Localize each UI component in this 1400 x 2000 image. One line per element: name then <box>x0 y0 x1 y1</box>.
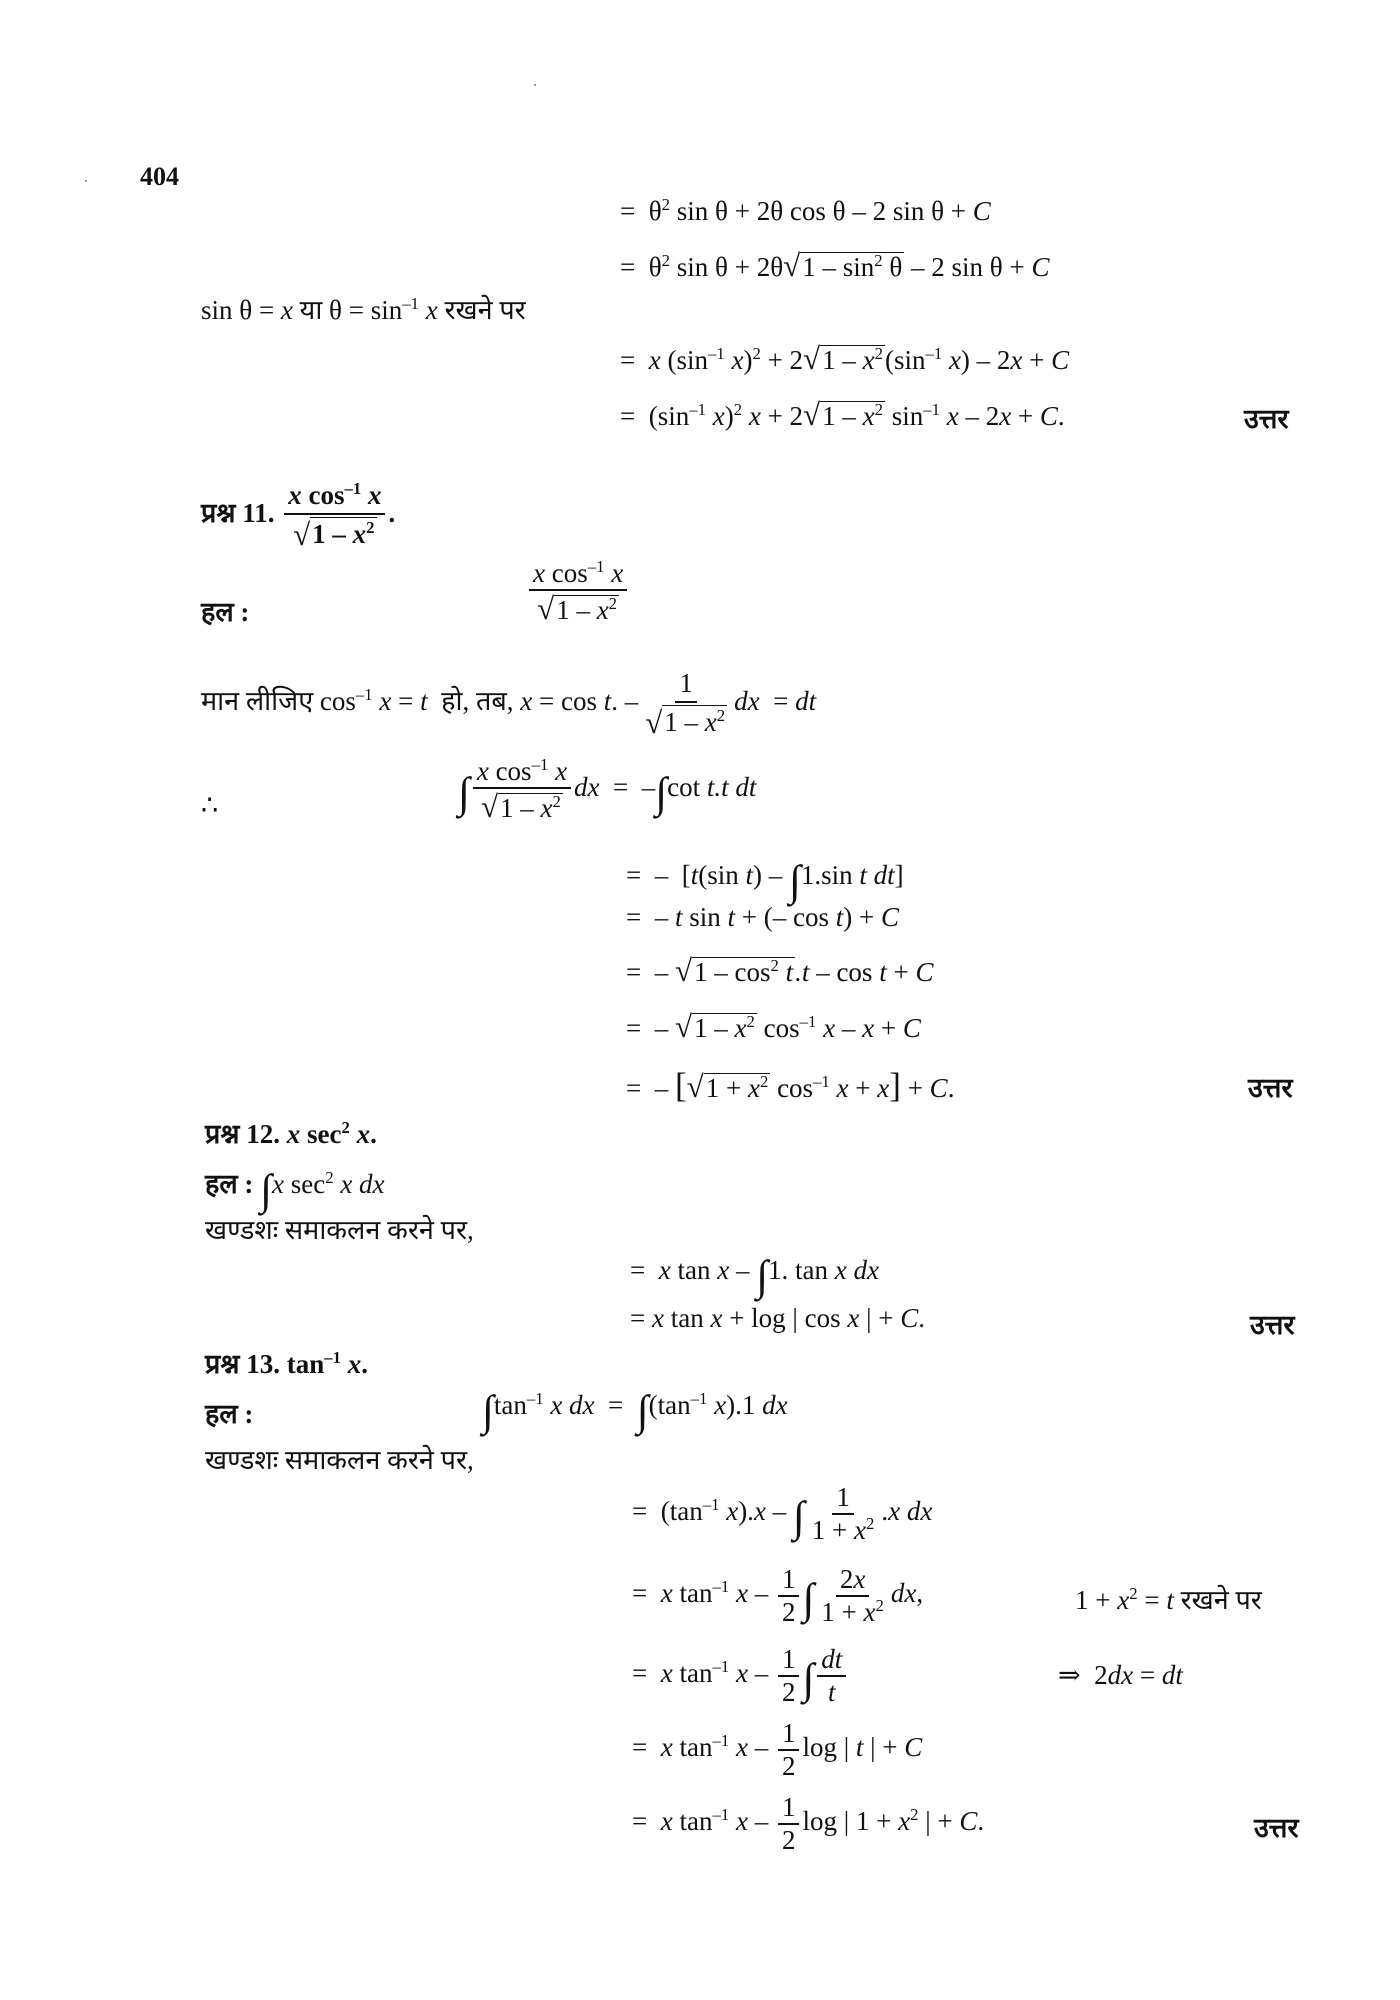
q11-line-3: = – t sin t + (– cos t) + C <box>626 902 899 932</box>
answer-label: उत्तर <box>1250 1310 1295 1340</box>
q11-line-5: = – √ $1 - x^2$ $\cos^{-1} x - x + C$ <box>626 1009 921 1044</box>
q13-heading: प्रश्न 13. $\tan^{-1} x$. <box>205 1347 368 1379</box>
q13-hal-expr: $\int\tan^{-1}$ x dx = $\int(\tan^{-1}$ x).1 dx <box>482 1387 788 1435</box>
scan-speck <box>534 84 536 86</box>
q13-hal-label: हल : <box>205 1399 254 1429</box>
q12-heading: प्रश्न 12. x $\sec^2 x$. <box>205 1117 377 1149</box>
prev-line-1: = $\theta^2$ sin θ + 2θ cos θ – 2 sin θ + C <box>620 194 991 226</box>
q11-label: प्रश्न 11. <box>201 498 275 529</box>
page-number: 404 <box>140 162 179 191</box>
q13-label: प्रश्न 13. <box>205 1349 280 1379</box>
q12-line-2: = x tan x + log | cos x | + C. <box>630 1303 925 1333</box>
q12-line-1: = x tan x – ∫1. tan x dx <box>630 1252 880 1300</box>
q12-label: प्रश्न 12. <box>205 1119 280 1149</box>
q11-hal-expr: x $\cos^{-1} x$ √ $1 - x^2$ <box>526 560 630 624</box>
q13-line-2: = x $\tan^{-1} x$ – $\frac{1}{2}$ ∫ $\frac{2x}{1 + x^2}$ dx, <box>632 1564 924 1627</box>
answer-label: उत्तर <box>1254 1813 1299 1843</box>
q11-line-1: ∫ x $\cos^{-1} x$ √ $1 - x^2$ dx = –∫cot t.t dt <box>458 754 757 824</box>
answer-label: उत्तर <box>1244 404 1289 434</box>
q13-side-note-2: ⇒ 2dx = dt <box>1058 1660 1183 1690</box>
q11-heading: प्रश्न 11. x $\cos^{-1} x$ √ $1 - x^2$ . <box>201 478 396 552</box>
scan-speck <box>85 180 87 182</box>
prev-line-4: = ($\sin^{-1}$ x)$^2$ x + 2 √ $1 - x^2$ $\sin^{-1} x - 2x + C$. <box>620 397 1065 432</box>
q12-method: खण्डशः समाकलन करने पर, <box>205 1215 474 1245</box>
q13-line-4: = x $\tan^{-1} x$ – $\frac{1}{2}$ log | t | + C <box>632 1718 923 1781</box>
therefore-symbol: ∴ <box>201 790 219 820</box>
q11-assumption: मान लीजिए $\cos^{-1} x = t$ हो, तब, x = cos t. – 1 √ $1 - x^2$ dx = dt <box>201 668 817 740</box>
q13-line-1: = ($\tan^{-1}$ x).x – ∫ $\frac{1}{1 + x^2}$ .x dx <box>632 1482 933 1545</box>
answer-label: उत्तर <box>1248 1073 1293 1103</box>
q13-line-5: = x $\tan^{-1} x$ – $\frac{1}{2}$ log | $1 + x^2$ | + C. <box>632 1792 985 1855</box>
substitution-note: sin θ = x या $\theta = \sin^{-1} x$ रखने पर <box>201 293 526 325</box>
q11-line-6: = – [ √ $1 + x^2$ $\cos^{-1} x + x] + C$. <box>626 1066 955 1105</box>
q13-line-3: = x $\tan^{-1} x$ – $\frac{1}{2}$ ∫ $\frac{dt}{t}$ <box>632 1646 849 1706</box>
q11-line-4: = – √ $1 - \cos^2 t$ .t – cos t + C <box>626 953 934 988</box>
q11-problem-fraction: x $\cos^{-1} x$ √ $1 - x^2$ <box>284 480 385 552</box>
q11-hal-label: हल : <box>201 597 250 627</box>
prev-line-2: = $\theta^2$ sin θ + 2θ √ $1 - \sin^2 \theta$ – 2 sin θ + C <box>620 248 1050 283</box>
q13-side-note-1: $1 + x^2 = t$ रखने पर <box>1075 1583 1262 1615</box>
q11-line-2: = – [t(sin t) – ∫1.sin t dt] <box>626 857 904 905</box>
prev-line-3: = x ($\sin^{-1}$ x)$^2$ + 2 √ $1 - x^2$ ($\sin^{-1}$ x) – 2x + C <box>620 341 1070 376</box>
q12-hal: हल : ∫x $\sec^2 x$ dx <box>205 1166 385 1214</box>
q13-method: खण्डशः समाकलन करने पर, <box>205 1445 474 1475</box>
